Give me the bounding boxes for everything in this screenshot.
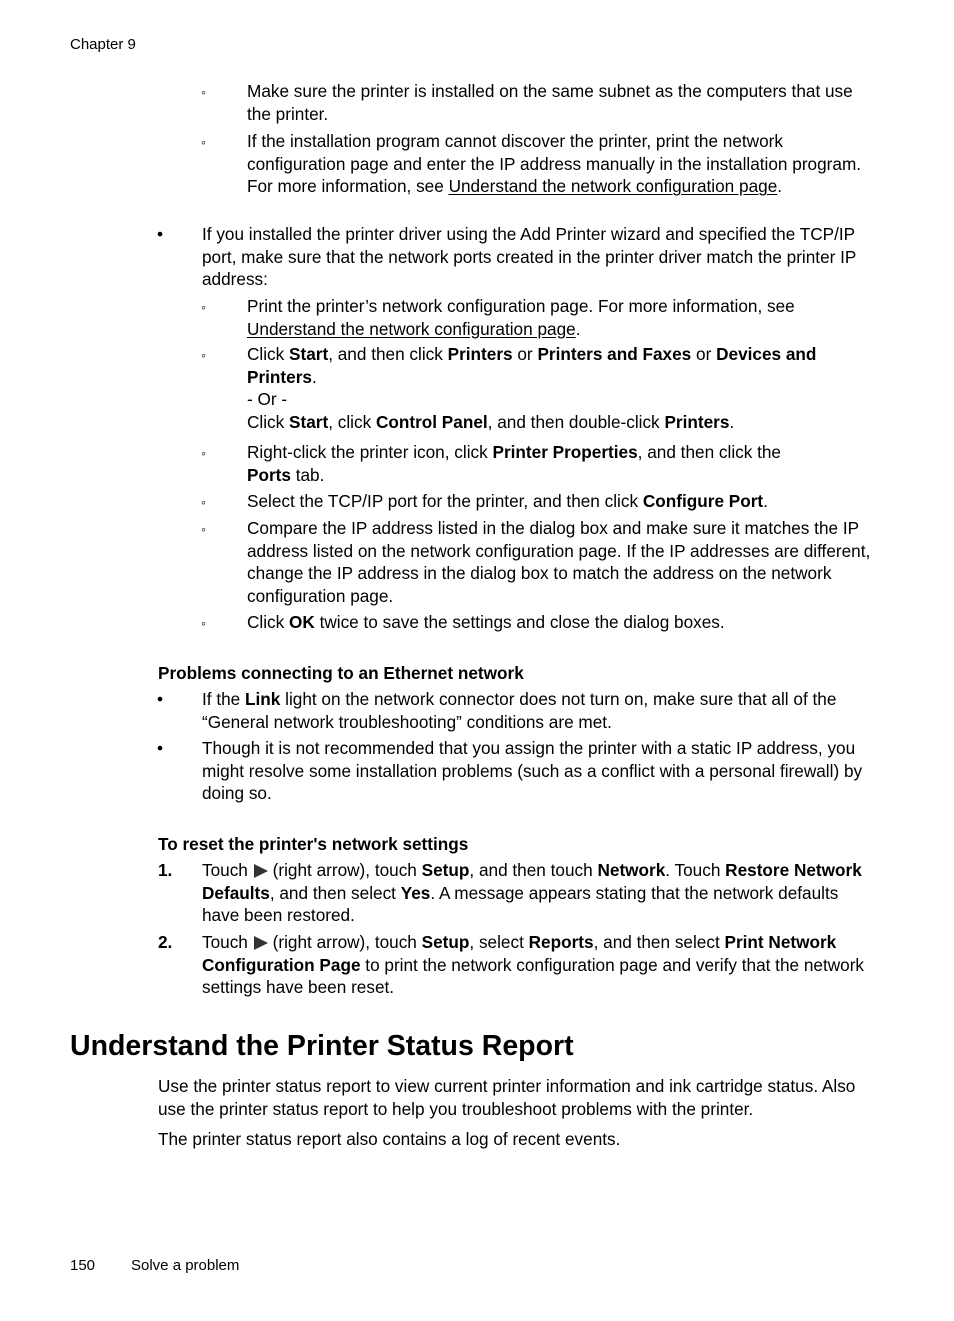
static-ip-item: Though it is not recommended that you assign the printer with a static IP address, you might resolve some installation problems (such as a conflict with a personal firewall) by doing so. <box>202 738 863 804</box>
sub-bullet-marker: ◦ <box>201 521 206 537</box>
section-title: Understand the Printer Status Report <box>70 1030 574 1062</box>
sub-bullet-marker: ◦ <box>201 84 206 100</box>
compare-ip-item: Compare the IP address listed in the dialog box and make sure it matches the IP address listed on the network configuration page. If the IP addresses are different, change the IP address in the dialog box to match the address on the network configuration page. <box>247 518 871 606</box>
bullet-marker: • <box>157 689 164 709</box>
subnet-item: Make sure the printer is installed on the same subnet as the computers that use the printer. <box>247 81 853 124</box>
sub-bullet-marker: ◦ <box>201 134 206 150</box>
right-arrow-icon <box>254 936 268 950</box>
right-arrow-icon <box>254 864 268 878</box>
manual-ip-item: If the installation program cannot discover the printer, print the network configuration page and enter the IP address manually in the installation program. For more information, see Understand the network configuration page. <box>247 131 862 197</box>
open-printers-item: Click Start, and then click Printers or Printers and Faxes or Devices and Printers. - Or - Click Start, click Control Panel, and then double-click Printers. <box>247 344 817 432</box>
network-config-link[interactable]: Understand the network configuration page <box>247 318 576 339</box>
step-number: 1. <box>158 860 173 880</box>
sub-bullet-marker: ◦ <box>201 347 206 363</box>
step-number: 2. <box>158 932 173 952</box>
reset-step-2: Touch (right arrow), touch Setup, select Reports, and then select Print Network Configuration Page to print the network configuration page and verify that the network settings have been reset. <box>202 932 865 998</box>
click-ok-item: Click OK twice to save the settings and close the dialog boxes. <box>247 612 725 632</box>
footer-section: Solve a problem <box>131 1257 240 1274</box>
driver-port-item: If you installed the printer driver using the Add Printer wizard and specified the TCP/IP port, make sure that the network ports created in the printer driver match the printer IP address: <box>202 224 857 290</box>
sub-bullet-marker: ◦ <box>201 494 206 510</box>
network-config-link[interactable]: Understand the network configuration page <box>448 176 778 197</box>
reset-heading: To reset the printer's network settings <box>158 834 469 854</box>
chapter-header: Chapter 9 <box>70 36 136 53</box>
print-config-item: Print the printer’s network configuration page. For more information, see Understand the network configuration page. <box>247 296 795 339</box>
sub-bullet-marker: ◦ <box>201 615 206 631</box>
configure-port-item: Select the TCP/IP port for the printer, and then click Configure Port. <box>247 491 768 511</box>
section-paragraph-2: The printer status report also contains a log of recent events. <box>158 1129 621 1149</box>
section-paragraph-1: Use the printer status report to view current printer information and ink cartridge status. Also use the printer status report to help you troubleshoot problems with the printer. <box>158 1076 856 1119</box>
ethernet-heading: Problems connecting to an Ethernet network <box>158 663 524 683</box>
page-number: 150 <box>70 1257 96 1274</box>
bullet-marker: • <box>157 224 164 244</box>
sub-bullet-marker: ◦ <box>201 299 206 315</box>
link-light-item: If the Link light on the network connector does not turn on, make sure that all of the “General network troubleshooting” conditions are met. <box>202 689 837 732</box>
bullet-marker: • <box>157 738 164 758</box>
sub-bullet-marker: ◦ <box>201 445 206 461</box>
reset-step-1: Touch (right arrow), touch Setup, and then touch Network. Touch Restore Network Defaults, and then select Yes. A message appears stating that the network defaults have been restored. <box>202 860 862 926</box>
printer-properties-item: Right-click the printer icon, click Printer Properties, and then click the Ports tab. <box>247 442 781 485</box>
